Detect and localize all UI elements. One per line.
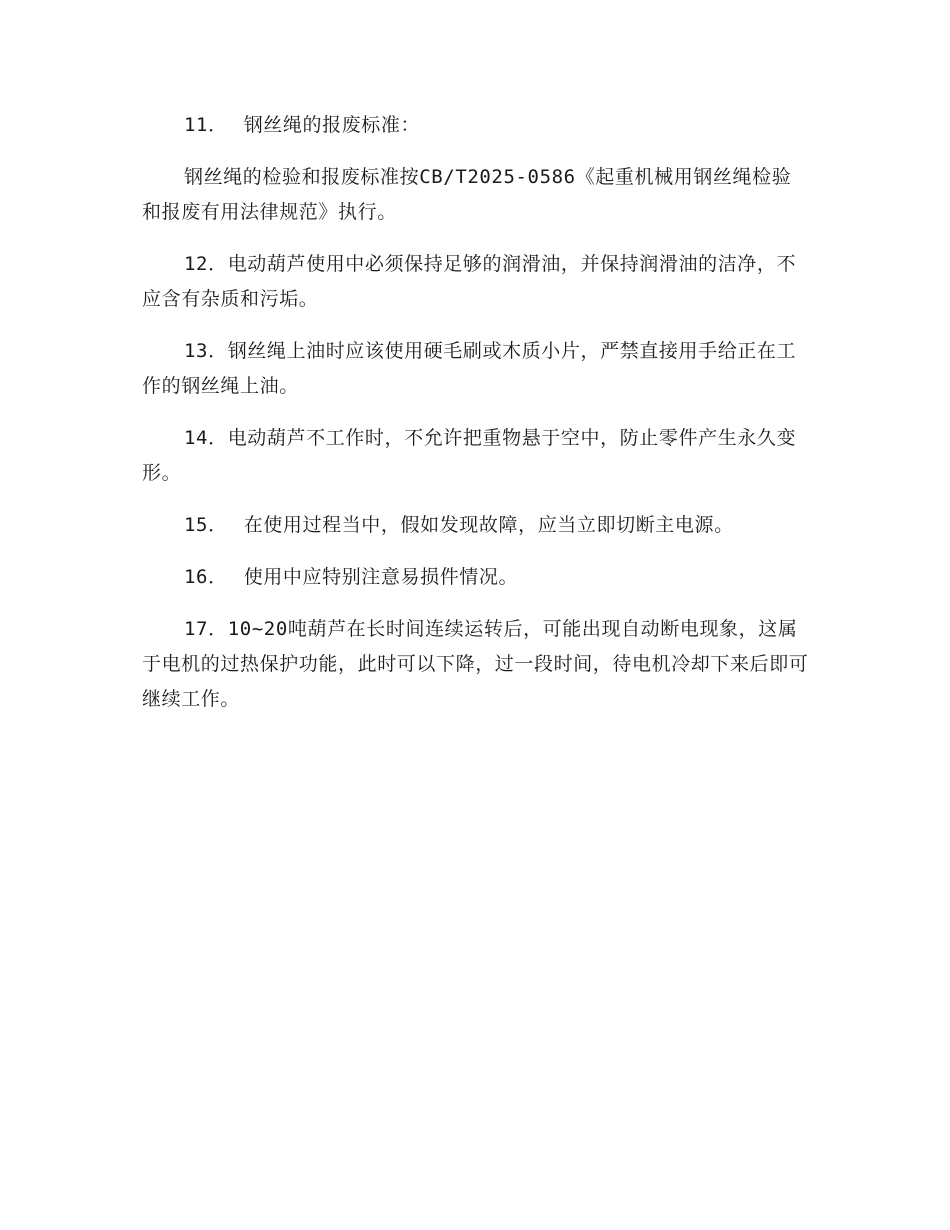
paragraph-11 [142, 108, 810, 143]
paragraph-12 [142, 247, 810, 317]
paragraph-text: 钢丝绳的报废标准： [243, 114, 421, 136]
paragraph-17 [142, 612, 810, 717]
item-number: 12． [184, 253, 228, 275]
item-number: 17． [184, 618, 228, 640]
item-number: 13． [184, 340, 228, 362]
document-body [142, 108, 810, 734]
paragraph-text: 钢丝绳的检验和报废标准按CB/T2025-0586《起重机械用钢丝绳检验和报废有用法律规范》执行。 [142, 166, 792, 223]
paragraph-text: 电动葫芦不工作时，不允许把重物悬于空中，防止零件产生永久变形。 [142, 427, 797, 484]
paragraph-15 [142, 508, 810, 543]
paragraph-14 [142, 421, 810, 491]
paragraph-standard [142, 160, 810, 230]
item-number: 11． [184, 114, 228, 136]
item-number: 14． [184, 427, 228, 449]
paragraph-13 [142, 334, 810, 404]
paragraph-text: 在使用过程当中，假如发现故障，应当立即切断主电源。 [243, 514, 734, 536]
paragraph-text: 电动葫芦使用中必须保持足够的润滑油，并保持润滑油的洁净，不应含有杂质和污垢。 [142, 253, 797, 310]
paragraph-text: 使用中应特别注意易损件情况。 [243, 566, 519, 588]
item-number: 15． [184, 514, 228, 536]
paragraph-text: 10~20吨葫芦在长时间连续运转后，可能出现自动断电现象，这属于电机的过热保护功能，此时可以下降，过一段时间，待电机冷却下来后即可继续工作。 [142, 618, 809, 710]
item-number: 16． [184, 566, 228, 588]
paragraph-16 [142, 560, 810, 595]
paragraph-text: 钢丝绳上油时应该使用硬毛刷或木质小片，严禁直接用手给正在工作的钢丝绳上油。 [142, 340, 797, 397]
